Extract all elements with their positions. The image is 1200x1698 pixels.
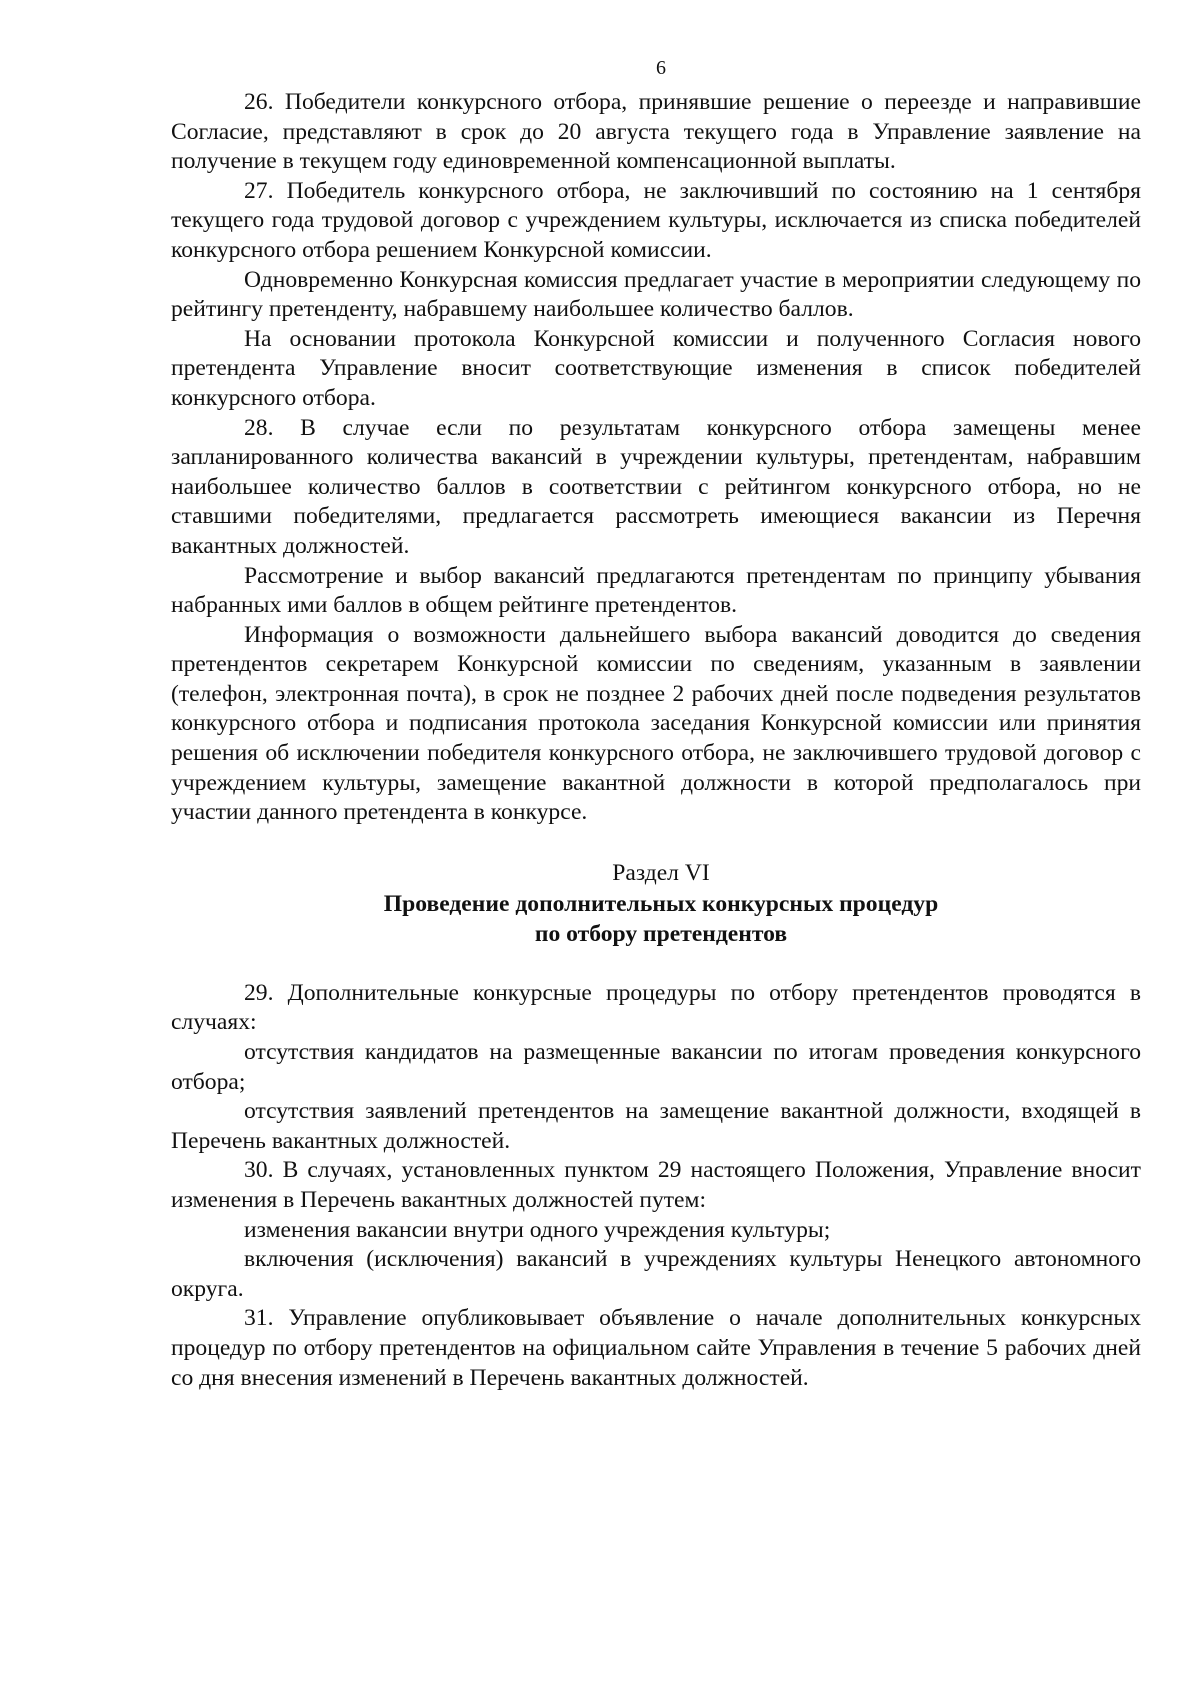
section-title-line-2: по отбору претендентов bbox=[534, 920, 788, 947]
paragraph-30: 30. В случаях, установленных пунктом 29 настоящего Положения, Управление вносит изменения в Перечень вакантных должностей путем: bbox=[171, 1157, 1141, 1213]
paragraph-30-method-2: включения (исключения) вакансий в учреждениях культуры Ненецкого автономного округа. bbox=[171, 1246, 1141, 1302]
section-label: Раздел VI bbox=[612, 859, 710, 886]
paragraph-29: 29. Дополнительные конкурсные процедуры по отбору претендентов проводятся в случаях: bbox=[171, 979, 1141, 1036]
paragraph-29-case-2: отсутствия заявлений претендентов на замещение вакантной должности, входящей в Перечень вакантных должностей. bbox=[171, 1098, 1141, 1154]
paragraph-31: 31. Управление опубликовывает объявление о начале дополнительных конкурсных процедур по отбору претендентов на официальном сайте Управления в течение 5 рабочих дней со дня внесения изменений в Перечень вакантных должностей. bbox=[171, 1305, 1141, 1391]
paragraph-27-commission-offer: Одновременно Конкурсная комиссия предлагает участие в мероприятии следующему по рейтингу претенденту, набравшему наибольшее количество баллов. bbox=[171, 266, 1141, 323]
paragraph-28: 28. В случае если по результатам конкурсного отбора замещены менее запланированного количества вакансий в учреждении культуры, претендентам, набравшим наибольшее количество баллов в соответствии с рейтингом конкурсного отбора, но не ставшими победителями, предлагается рассмотреть имеющиеся вакансии из Перечня вакантных должностей. bbox=[171, 414, 1141, 559]
paragraph-26: 26. Победители конкурсного отбора, принявшие решение о переезде и направившие Согласие, представляют в срок до 20 августа текущего года в Управление заявление на получение в текущем году единовременной компенсационной выплаты. bbox=[171, 89, 1141, 175]
paragraph-27-protocol: На основании протокола Конкурсной комиссии и полученного Согласия нового претендента Управление вносит соответствующие изменения в список победителей конкурсного отбора. bbox=[171, 325, 1141, 411]
section-header bbox=[181, 858, 1141, 949]
page-number: 6 bbox=[656, 57, 666, 79]
paragraph-30-method-1: изменения вакансии внутри одного учреждения культуры; bbox=[244, 1216, 831, 1243]
document-page bbox=[171, 56, 1141, 1393]
paragraph-27: 27. Победитель конкурсного отбора, не заключивший по состоянию на 1 сентября текущего года трудовой договор с учреждением культуры, исключается из списка победителей конкурсного отбора решением Конкурсной комиссии. bbox=[171, 177, 1141, 263]
paragraph-29-case-1: отсутствия кандидатов на размещенные вакансии по итогам проведения конкурсного отбора; bbox=[171, 1039, 1141, 1095]
paragraph-28-information: Информация о возможности дальнейшего выбора вакансий доводится до сведения претендентов секретарем Конкурсной комиссии по сведениям, указанным в заявлении (телефон, электронная почта), в срок не позднее 2 рабочих дней после подведения результатов конкурсного отбора и подписания протокола заседания Конкурсной комиссии или принятия решения об исключении победителя конкурсного отбора, не заключившего трудовой договор с учреждением культуры, замещение вакантной должности в которой предполагалось при участии данного претендента в конкурсе. bbox=[171, 621, 1141, 826]
paragraph-28-review: Рассмотрение и выбор вакансий предлагаются претендентам по принципу убывания набранных ими баллов в общем рейтинге претендентов. bbox=[171, 562, 1141, 619]
section-title-line-1: Проведение дополнительных конкурсных процедур bbox=[383, 890, 939, 917]
